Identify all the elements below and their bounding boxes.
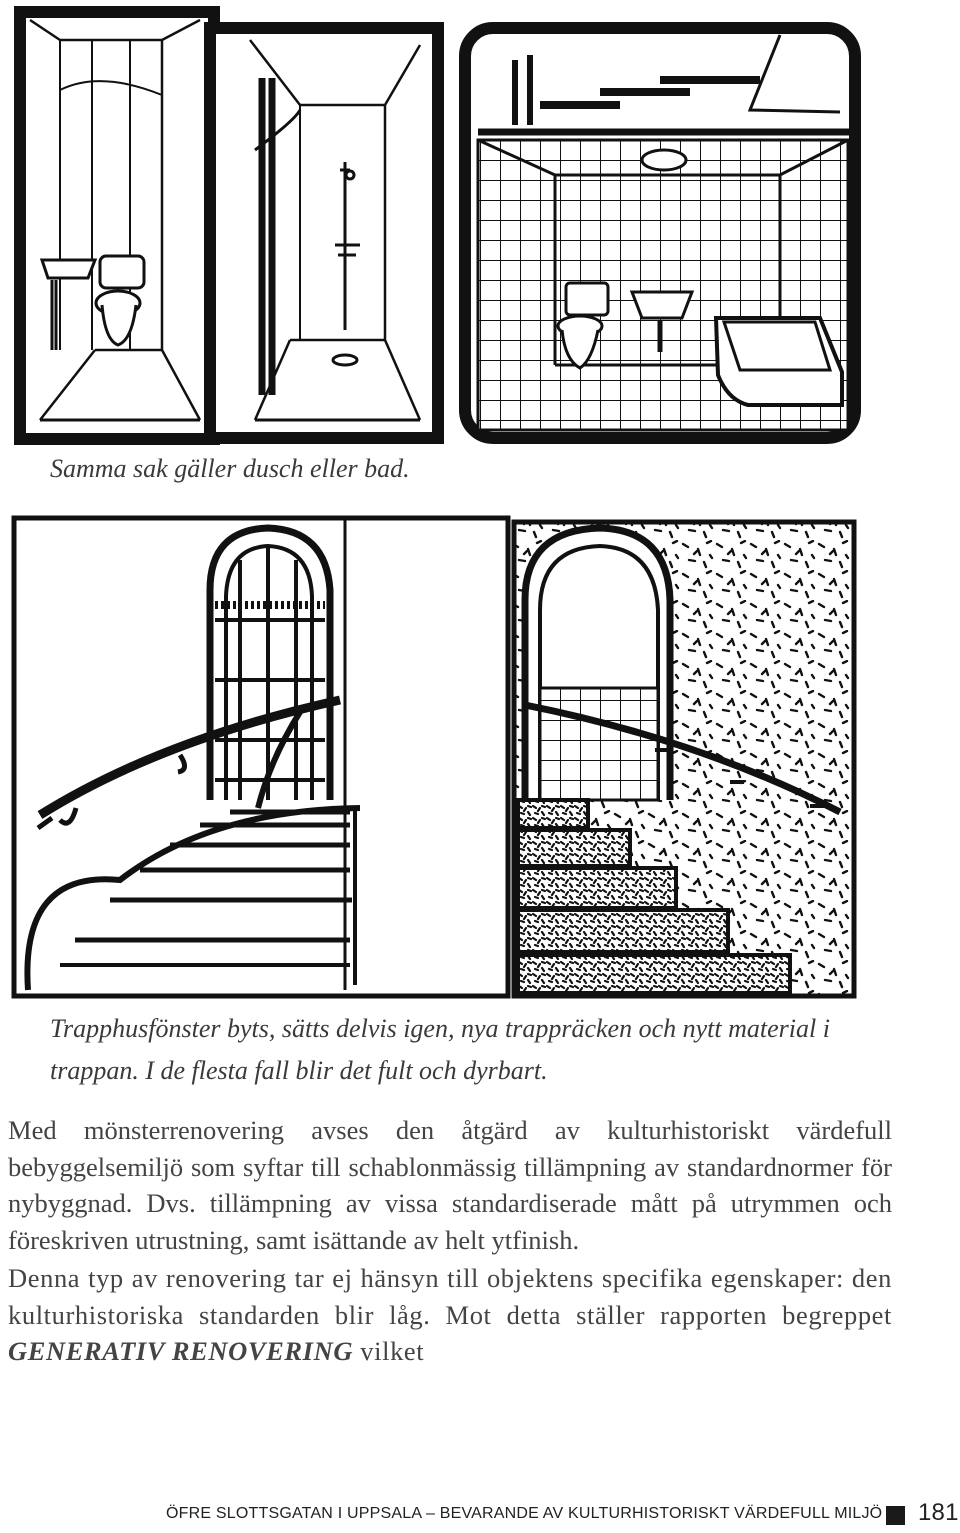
page-footer [166,1499,959,1533]
body-paragraph-1: Med mönsterrenovering avses den åtgärd av kulturhistoriskt värdefull bebyggelsemiljö som syftar till schablonmässig tillämpning av standardnormer för nybyggnad. Dvs. tillämpning av vissa standardiserade mått på utrymmen och föreskriven utrustning, samt isättande av helt ytfinish. [8,1115,892,1255]
page-number: 181 [918,1499,959,1526]
bathroom-tiled-drawing [465,28,855,438]
staircase-renovated-drawing [514,522,854,996]
footer-square-marker [886,1506,905,1525]
caption-staircase: Trapphusfönster byts, sätts delvis igen, nya trappräcken och nytt material i trappan. I de flesta fall blir det fult och dyrbart. [50,1014,830,1085]
bathroom-shower-drawing [210,28,438,438]
generativ-renovering-emphasis: GENERATIV RENOVERING [8,1336,354,1366]
body-paragraph-2-text: Denna typ av renovering tar ej hänsyn till objektens specifika egenskaper: den kulturhistoriska standarden blir låg. Mot detta ställer rapporten begreppet [8,1263,892,1330]
bathroom-wc-drawing [20,12,214,439]
caption-bathrooms: Samma sak gäller dusch eller bad. [50,454,410,483]
body-paragraph-2 [8,1260,892,1370]
staircase-original-drawing [14,518,508,996]
footer-title: ÖFRE SLOTTSGATAN I UPPSALA – BEVARANDE AV KULTURHISTORISKT VÄRDEFULL MILJÖ [166,1505,883,1522]
body-paragraph-2-tail: vilket [353,1336,425,1366]
